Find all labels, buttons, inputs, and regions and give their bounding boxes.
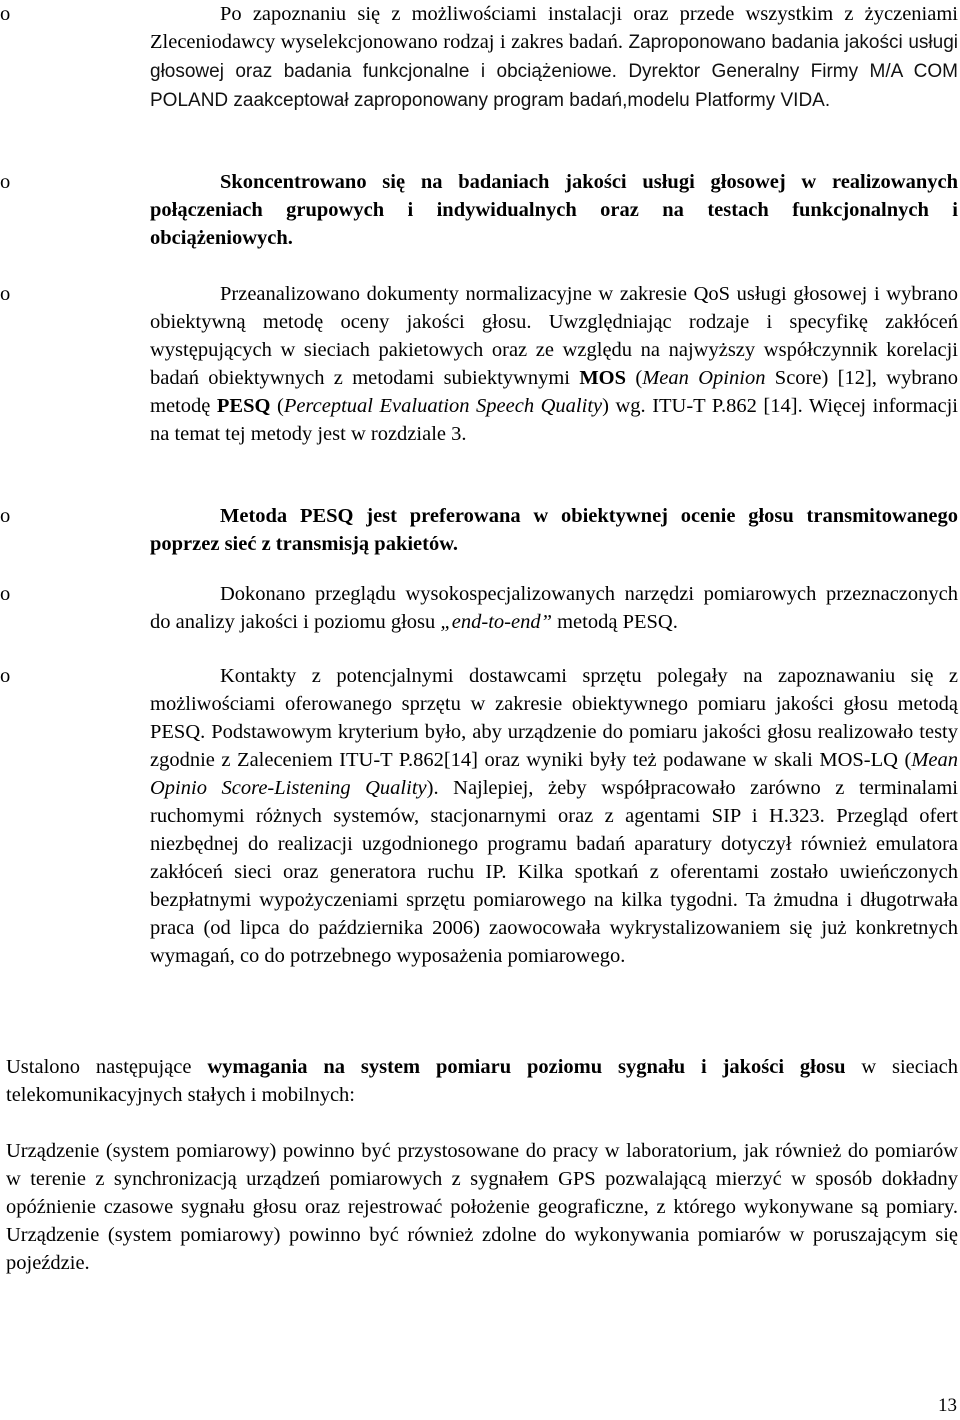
device-paragraph: Urządzenie (system pomiarowy) powinno być przystosowane do pracy w laboratorium, jak również do pomiarów w terenie z synchronizacją urządzeń pomiarowych z sygnałem GPS pozwalającą mierzyć w sposób dokładny opóźnienie czasowe sygnału głosu oraz rejestrować położenie geograficzne, z którego wykonywane są pomiary. Urządzenie (system pomiarowy) powinno być również zdolne do wykonywania pomiarów w poruszającym się pojeździe. (6, 1140, 958, 1274)
page-number: 13 (938, 1395, 957, 1416)
bullet-item-6: o Kontakty z potencjalnymi dostawcami sprzętu polegały na zapoznawaniu się z możliwościami oferowanego sprzętu w zakresie obiektywnego pomiaru jakości głosu metodą PESQ. Podstawowym kryterium było, aby urządzenie do pomiaru jakości głosu realizowało testy zgodnie z Zaleceniem ITU-T P.862[14] oraz wyniki były też podawane w skali MOS-LQ (Mean Opinio Score-Listening Quality). Najlepiej, żeby współpracowało zarówno z terminalami ruchomymi różnych systemów, stacjonarnymi oraz z agentami SIP i H.323. Przegląd ofert niezbędnej do realizacji uzgodnionego programu badań aparatury dotyczył również emulatora zakłóceń sieci oraz generatora ruchu IP. Kilka spotkań z oferentami zostało uwieńczonych bezpłatnymi wypożyczeniami sprzętu pomiarowego na kilka tygodni. Ta żmudna i długotrwała praca (od lipca do października 2006) zaowocowała wykrystalizowaniem się już konkretnych wymagań, co do potrzebnego wyposażenia pomiarowego. (150, 662, 958, 970)
bullet-marker: o (0, 505, 11, 527)
mos-term: MOS (579, 367, 627, 389)
mos-expansion: Mean Opinion (642, 367, 766, 389)
bullet-item-2 (0, 168, 958, 252)
bullet-marker: o (0, 665, 11, 687)
bullet-marker: o (0, 171, 11, 193)
requirements-paragraph: Ustalono następujące wymagania na system pomiaru poziomu sygnału i jakości głosu w sieciach telekomunikacyjnych stałych i mobilnych: (6, 1056, 959, 1106)
bullet-marker: o (0, 283, 11, 305)
end-to-end-term: „end-to-end” (440, 611, 552, 633)
pesq-expansion: Perceptual Evaluation Speech Quality (283, 395, 603, 417)
bullet-1-text-a: Po zapoznaniu się z możliwościami instalacji oraz przede wszystkim z życzeniami Zleceniodawcy wyselekcjonowano rodzaj i zakres badań. (150, 3, 958, 53)
bullet-marker: o (0, 583, 11, 605)
mos-lq-expansion: Mean Opinio Score-Listening Quality (150, 749, 958, 799)
bullet-3-text-a: Przeanalizowano dokumenty normalizacyjne w zakresie QoS usługi głosowej i wybrano obiektywną metodę oceny jakości głosu. Uwzględniając rodzaje i specyfikę zakłóceń występujących w sieciach pakietowych oraz ze względu na najwyższy współczynnik korelacji badań obiektywnych z metodami subiektywnymi (150, 283, 958, 389)
bullet-item-5: o Dokonano przeglądu wysokospecjalizowanych narzędzi pomiarowych przeznaczonych do analizy jakości i poziomu głosu „end-to-end” metodą PESQ. (150, 580, 958, 636)
bullet-6-text-a: Kontakty z potencjalnymi dostawcami sprzętu polegały na zapoznawaniu się z możliwościami oferowanego sprzętu w zakresie obiektywnego pomiaru jakości głosu metodą PESQ. Podstawowym kryterium było, aby urządzenie do pomiaru jakości głosu realizowało testy zgodnie z Zaleceniem ITU-T P.862[14] oraz wyniki były też podawane w skali MOS-LQ ( (150, 665, 958, 771)
pesq-term: PESQ (216, 395, 271, 417)
bullet-item-3: o Przeanalizowano dokumenty normalizacyjne w zakresie QoS usługi głosowej i wybrano obiektywną metodę oceny jakości głosu. Uwzględniając rodzaje i specyfikę zakłóceń występujących w sieciach pakietowych oraz ze względu na najwyższy współczynnik korelacji badań obiektywnych z metodami subiektywnymi MOS (Mean Opinion Score) [12], wybrano metodę PESQ (Perceptual Evaluation Speech Quality) wg. ITU-T P.862 [14]. Więcej informacji na temat tej metody jest w rozdziale 3. (150, 280, 958, 448)
requirements-heading: wymagania na system pomiaru poziomu sygnału i jakości głosu (207, 1056, 846, 1078)
bullet-1-text-b: Zaproponowano badania jakości usługi głosowej oraz badania funkcjonalne i obciążeniowe. Dyrektor Generalny Firmy M/A COM POLAND zaakceptował zaproponowany program badań,modelu Platformy VIDA. (150, 32, 958, 111)
bullet-4-text: Metoda PESQ jest preferowana w obiektywnej ocenie głosu transmitowanego poprzez sieć z transmisją pakietów. (150, 505, 958, 555)
bullet-5-text-a: Dokonano przeglądu wysokospecjalizowanych narzędzi pomiarowych przeznaczonych do analizy jakości i poziomu głosu (150, 583, 958, 633)
bullet-2-text: Skoncentrowano się na badaniach jakości usługi głosowej w realizowanych połączeniach grupowych i indywidualnych oraz na testach funkcjonalnych i obciążeniowych. (150, 171, 958, 249)
bullet-marker: o (0, 3, 11, 25)
bullet-item-1 (0, 0, 958, 115)
bullet-item-4 (0, 502, 958, 558)
